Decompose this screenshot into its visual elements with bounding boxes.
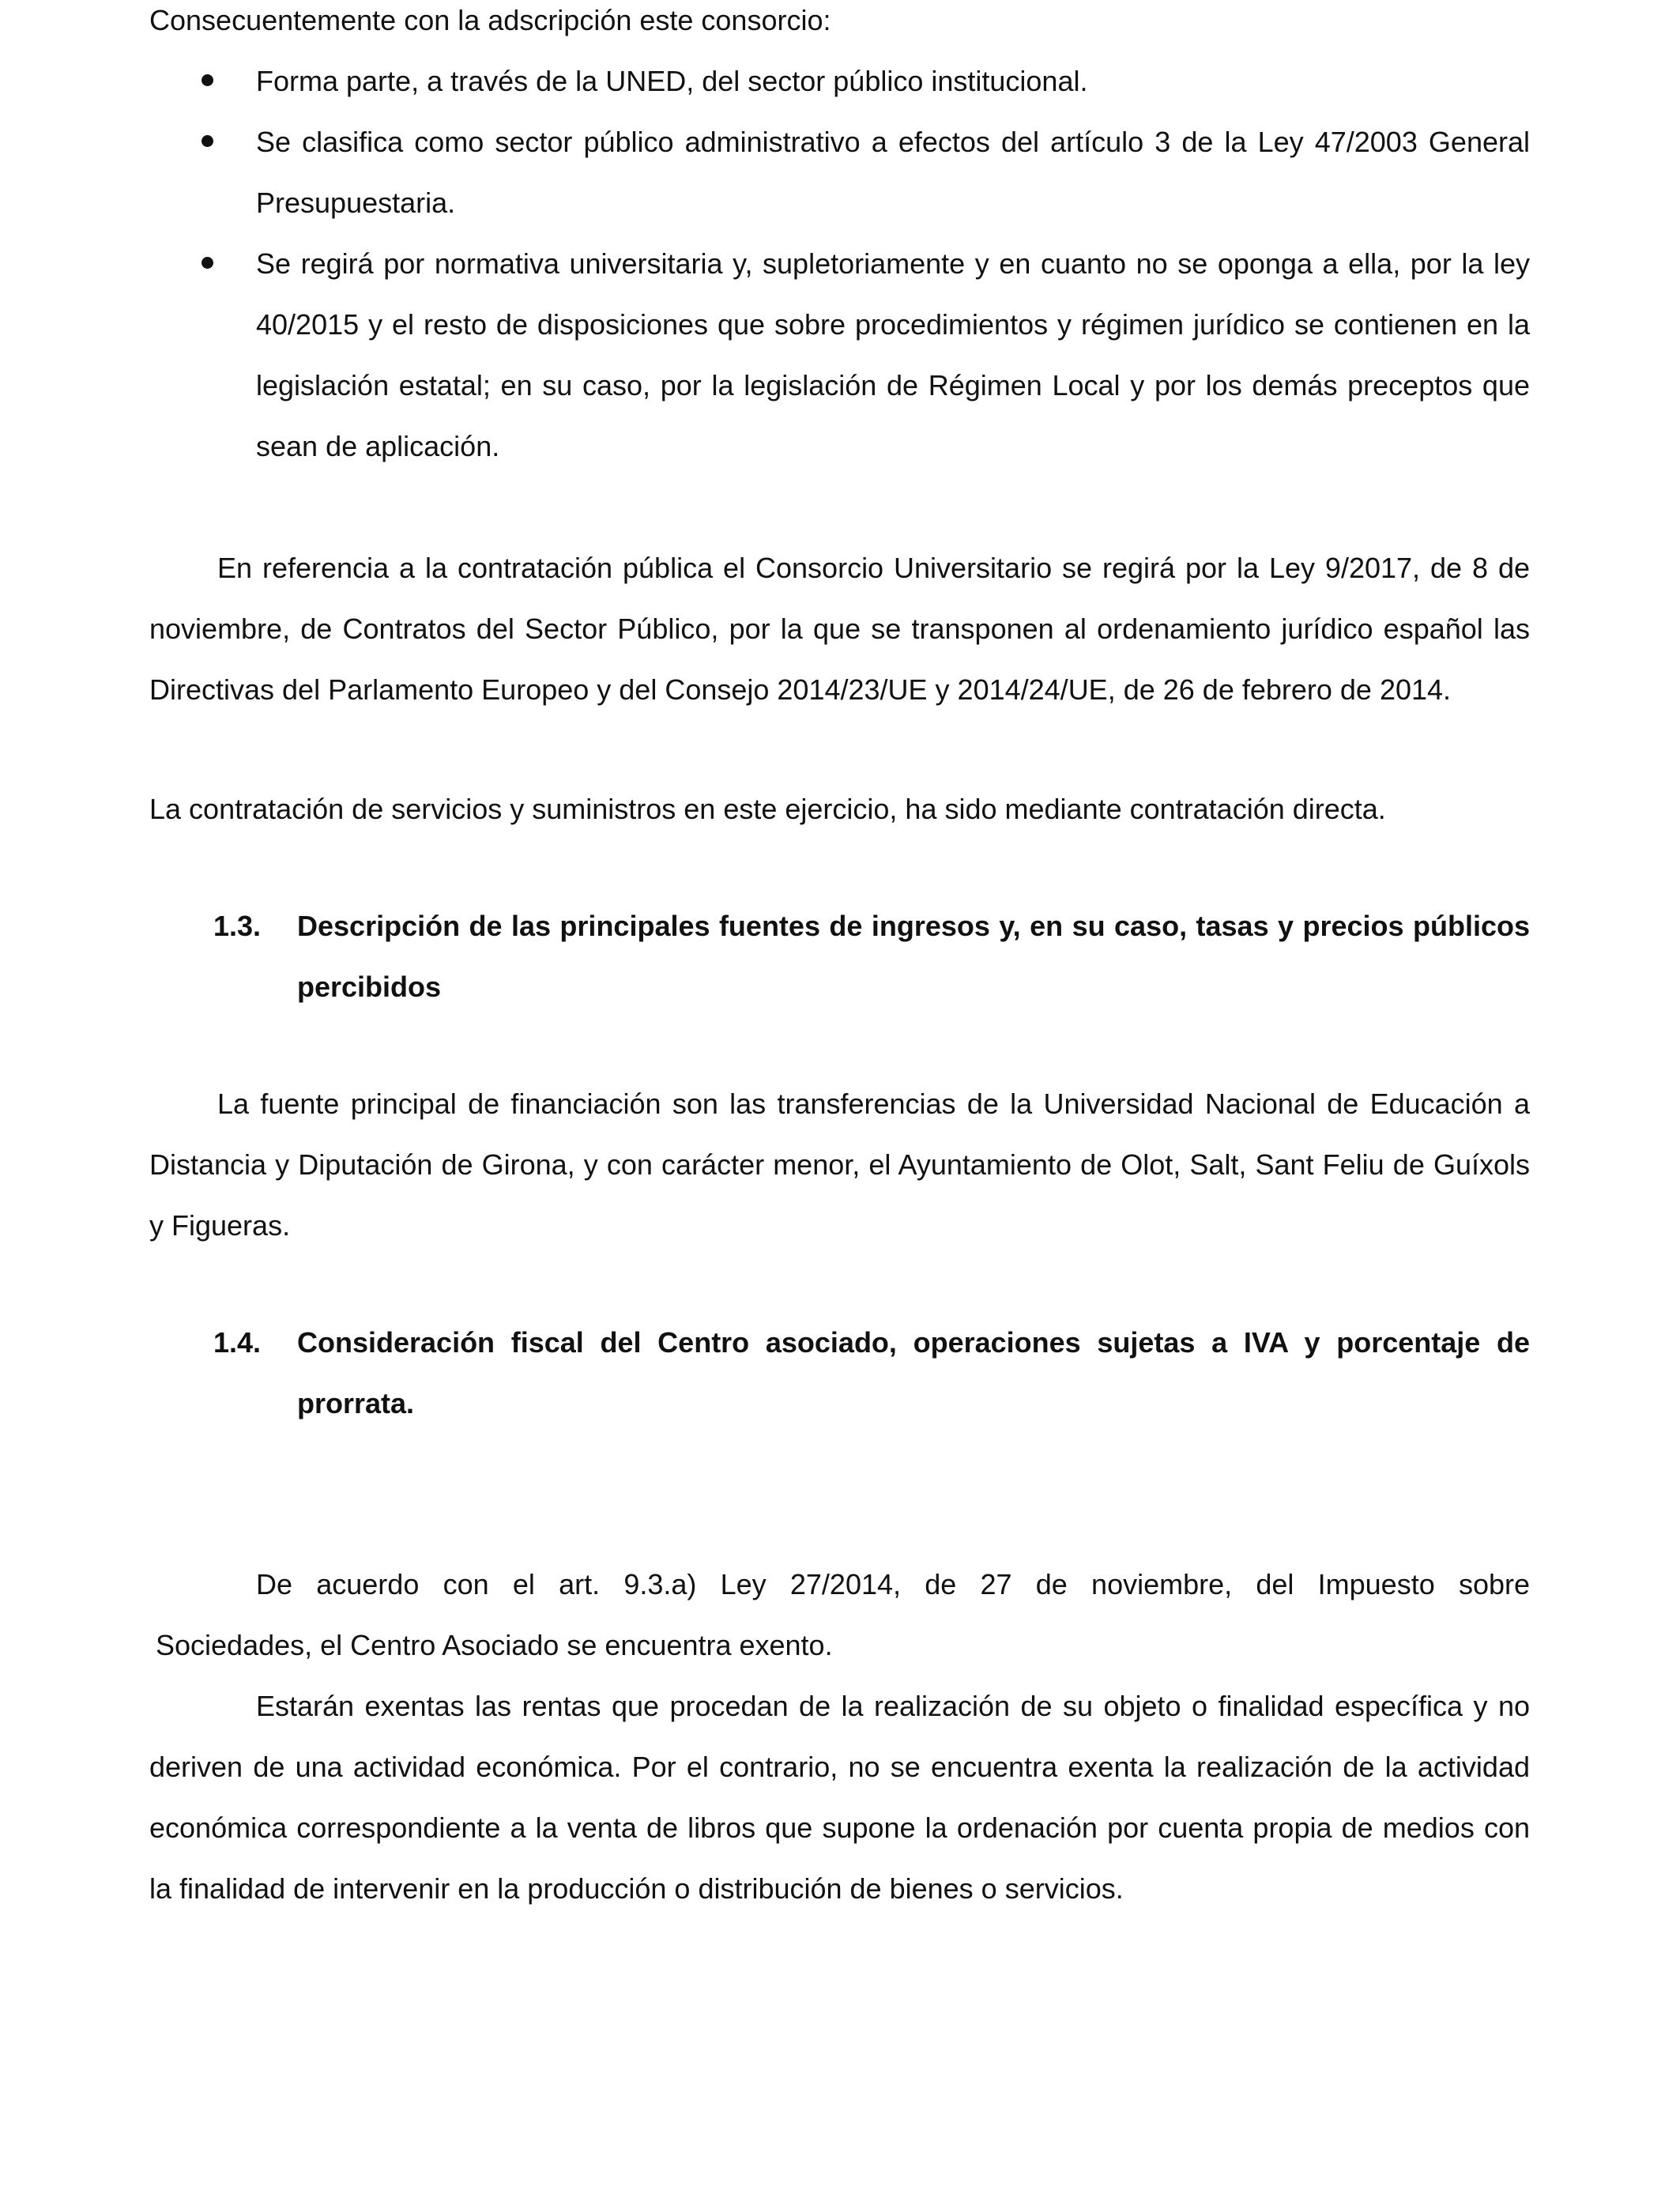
bullet-text: Se clasifica como sector público administrativo a efectos del artículo 3 de la Ley 47/2003 General Presupuestaria. (256, 126, 1530, 219)
section-heading-1-3 (149, 895, 1530, 1017)
bullet-list (149, 51, 1530, 477)
section-1-4-body-2: Estarán exentas las rentas que procedan de la realización de su objeto o finalidad específica y no deriven de una actividad económica. Por el contrario, no se encuentra exenta la realización de la actividad económica correspondiente a la venta de libros que supone la ordenación por cuenta propia de medios con la finalidad de intervenir en la producción o distribución de bienes o servicios. (149, 1690, 1530, 1905)
list-item (149, 233, 1530, 477)
document-page (149, 0, 1530, 1919)
list-item (149, 51, 1530, 111)
section-number: 1.3. (213, 910, 262, 942)
bullet-text: Forma parte, a través de la UNED, del sector público institucional. (256, 65, 1088, 97)
section-1-4-body-line-2: Sociedades, el Centro Asociado se encuentra exento. (156, 1629, 833, 1661)
section-heading-1-4 (149, 1312, 1530, 1434)
bullet-icon (202, 74, 213, 86)
section-1-4-body-line-1: De acuerdo con el art. 9.3.a) Ley 27/2014, de 27 de noviembre, del Impuesto sobre (256, 1568, 1530, 1600)
section-number: 1.4. (213, 1326, 262, 1359)
intro-paragraph: Consecuentemente con la adscripción este consorcio: (149, 4, 831, 36)
section-1-3-body: La fuente principal de financiación son las transferencias de la Universidad Nacional de Educación a Distancia y Diputación de Girona, y con carácter menor, el Ayuntamiento de Olot, Salt, Sant Feliu de Guíxols y Figueras. (149, 1088, 1530, 1242)
bullet-icon (202, 257, 213, 269)
servicios-paragraph: La contratación de servicios y suministros en este ejercicio, ha sido mediante contratación directa. (149, 793, 1386, 825)
bullet-icon (202, 135, 213, 147)
list-item (149, 111, 1530, 233)
section-title: Descripción de las principales fuentes de ingresos y, en su caso, tasas y precios públicos percibidos (297, 910, 1530, 1003)
bullet-text: Se regirá por normativa universitaria y, supletoriamente y en cuanto no se oponga a ella, por la ley 40/2015 y el resto de disposiciones que sobre procedimientos y régimen jurídico se contienen en la legislación estatal; en su caso, por la legislación de Régimen Local y por los demás preceptos que sean de aplicación. (256, 247, 1530, 462)
section-title: Consideración fiscal del Centro asociado, operaciones sujetas a IVA y porcentaje de prorrata. (297, 1326, 1530, 1419)
contratacion-paragraph: En referencia a la contratación pública el Consorcio Universitario se regirá por la Ley 9/2017, de 8 de noviembre, de Contratos del Sector Público, por la que se transponen al ordenamiento jurídico español las Directivas del Parlamento Europeo y del Consejo 2014/23/UE y 2014/24/UE, de 26 de febrero de 2014. (149, 552, 1530, 706)
